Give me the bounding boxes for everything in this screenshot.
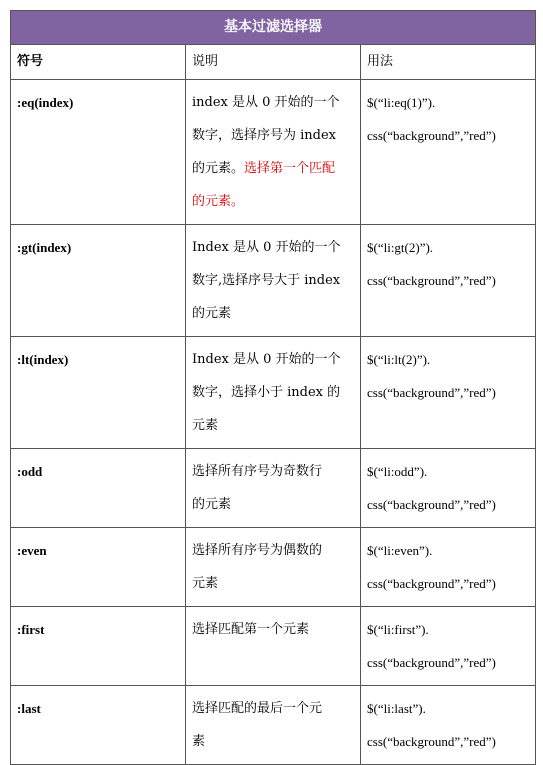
usage-line: $(“li:last”). [367,701,426,716]
symbol-cell: :gt(index) [11,225,186,336]
highlight-text: 选择第一个匹配 [244,161,336,176]
table-header-row [11,45,535,80]
usage-cell [361,686,535,764]
highlight-text: 的元素。 [192,194,245,209]
description-cell [186,449,361,527]
usage-cell [361,528,535,606]
header-symbol: 符号 [11,45,186,79]
description-line: Index 是从 0 开始的一个 [192,240,341,255]
description-line: 数字，选择序号为 index [192,128,337,143]
description-line: 素 [192,734,206,749]
usage-line: $(“li:first”). [367,622,429,637]
table-row [11,607,535,686]
description-line: 元素 [192,418,219,433]
description-cell [186,686,361,764]
description-cell [186,528,361,606]
table-row [11,528,535,607]
description-cell [186,607,361,685]
usage-cell [361,449,535,527]
description-line: 数字，选择小于 index 的 [192,385,341,400]
usage-line: css(“background”,”red”) [367,655,496,670]
usage-line: css(“background”,”red”) [367,497,496,512]
description-line: 选择匹配的最后一个元 [192,701,323,716]
usage-line: css(“background”,”red”) [367,273,496,288]
usage-line: $(“li:odd”). [367,464,428,479]
description-cell [186,80,361,224]
usage-line: $(“li:even”). [367,543,433,558]
description-line [192,152,354,185]
table-row [11,337,535,449]
usage-line: css(“background”,”red”) [367,576,496,591]
table-row [11,80,535,225]
usage-line: $(“li:lt(2)”). [367,352,431,367]
symbol-cell: :first [11,607,186,685]
usage-line: css(“background”,”red”) [367,734,496,749]
symbol-cell: :last [11,686,186,764]
description-line: Index 是从 0 开始的一个 [192,352,341,367]
symbol-cell: :even [11,528,186,606]
usage-cell [361,225,535,336]
header-usage: 用法 [367,54,394,69]
description-line: 的元素 [192,497,232,512]
usage-cell [361,337,535,448]
table-row [11,686,535,764]
description-line: index 是从 0 开始的一个 [192,95,340,110]
usage-cell [361,607,535,685]
description-cell [186,225,361,336]
description-line: 选择所有序号为偶数的 [192,543,323,558]
symbol-cell: :eq(index) [11,80,186,224]
description-cell [186,337,361,448]
description-text: 的元素。 [192,161,245,176]
description-line: 数字,选择序号大于 index [192,273,341,288]
table-title: 基本过滤选择器 [11,11,535,45]
header-description: 说明 [186,45,361,79]
description-line: 元素 [192,576,219,591]
table-row [11,449,535,528]
symbol-cell: :lt(index) [11,337,186,448]
usage-line: $(“li:gt(2)”). [367,240,434,255]
usage-cell [361,80,535,224]
usage-line: $(“li:eq(1)”). [367,95,436,110]
selector-table [10,10,536,765]
description-line: 选择匹配第一个元素 [192,622,310,637]
usage-line: css(“background”,”red”) [367,128,496,143]
table-row [11,225,535,337]
description-line: 的元素 [192,306,232,321]
description-line: 选择所有序号为奇数行 [192,464,323,479]
usage-line: css(“background”,”red”) [367,385,496,400]
symbol-cell: :odd [11,449,186,527]
